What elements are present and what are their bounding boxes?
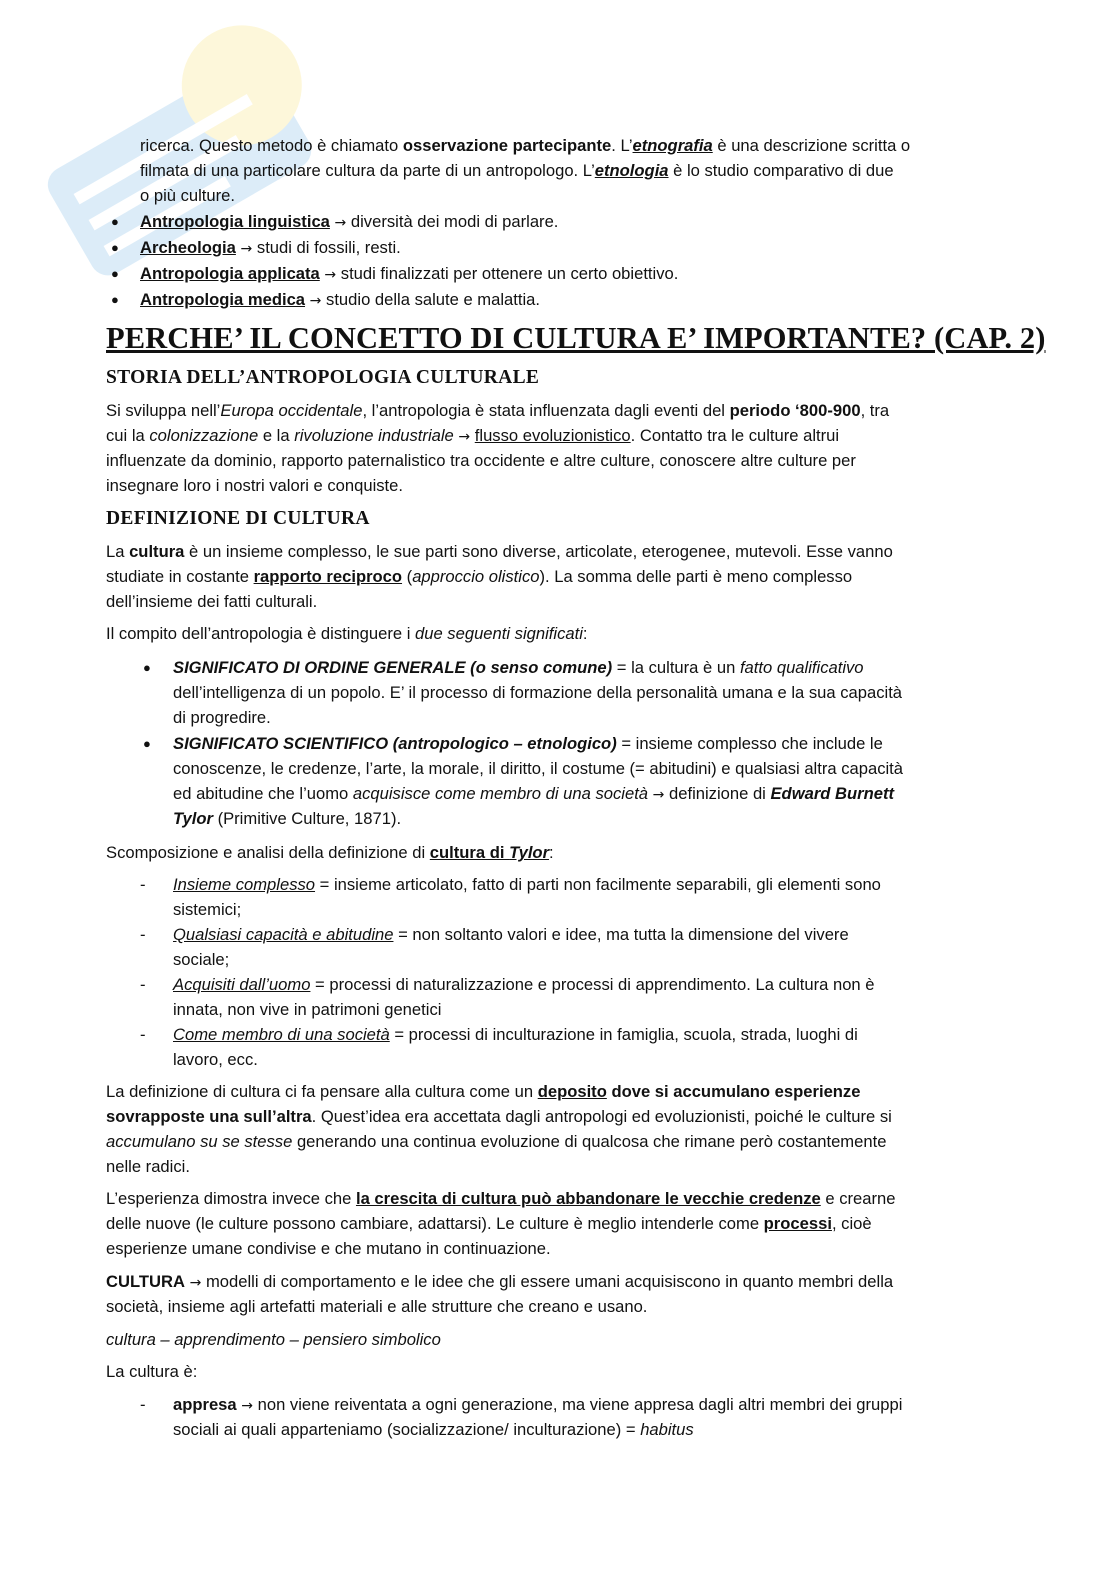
bullet-icon: ●	[111, 240, 119, 255]
scomposizione-line: Scomposizione e analisi della definizione di cultura di Tylor:	[106, 843, 554, 862]
bullet-icon: ●	[111, 214, 119, 229]
storia-line-2: cui la colonizzazione e la rivoluzione industriale → flusso evoluzionistico. Contatto tra le culture altrui	[106, 426, 840, 445]
dash-marker: -	[140, 925, 146, 944]
esperienza-line-3: esperienze umane condivise e che mutano in continuazione.	[106, 1239, 551, 1258]
dash-item-line-1: Come membro di una società = processi di inculturazione in famiglia, scuola, strada, luoghi di	[173, 1025, 858, 1044]
dash-item-line-1: Qualsiasi capacità e abitudine = non soltanto valori e idee, ma tutta la dimensione del vivere	[173, 925, 849, 944]
appresa-line-2: sociali ai quali apparteniamo (socializzazione/ inculturazione) = habitus	[173, 1420, 694, 1439]
def-p1-line-3: dell’insieme dei fatti culturali.	[106, 592, 318, 611]
storia-line-3: influenzate da dominio, rapporto paternalistico tra occidente e altre culture, conoscere altre culture per	[106, 451, 856, 470]
deposito-line-1: La definizione di cultura ci fa pensare alla cultura come un deposito dove si accumulano esperienze	[106, 1082, 861, 1101]
def-p1-line-2: studiate in costante rapporto reciproco (approccio olistico). La somma delle parti è meno complesso	[106, 567, 853, 586]
dash-item-line-2: innata, non vive in patrimoni genetici	[173, 1000, 442, 1019]
storia-line-4: insegnare loro i nostri valori e conquiste.	[106, 476, 404, 495]
deposito-line-2: sovrapposte una sull’altra. Quest’idea era accettata dagli antropologi ed evoluzionisti, poiché le culture si	[106, 1107, 892, 1126]
storia-line-1: Si sviluppa nell’Europa occidentale, l’antropologia è stata influenzata dagli eventi del periodo ‘800-900, tra	[106, 401, 890, 420]
appresa-line-1: appresa → non viene reiventata a ogni generazione, ma viene appresa dagli altri membri dei gruppi	[173, 1395, 903, 1414]
cultura-def-line-2: società, insieme agli artefatti materiali e alle strutture che creano e usano.	[106, 1297, 648, 1316]
bullet-icon: ●	[143, 736, 151, 751]
esperienza-line-2: delle nuove (le culture possono cambiare, adattarsi). Le culture è meglio intenderle come processi, cioè	[106, 1214, 872, 1233]
sig2-line-3: ed abitudine che l’uomo acquisisce come membro di una società → definizione di Edward Burnett	[173, 784, 895, 803]
dash-marker: -	[140, 1395, 146, 1414]
esperienza-line-1: L’esperienza dimostra invece che la crescita di cultura può abbandonare le vecchie credenze e crearne	[106, 1189, 896, 1208]
bullet-icon: ●	[111, 292, 119, 307]
section-heading-storia: STORIA DELL’ANTROPOLOGIA CULTURALE	[106, 367, 540, 388]
bullet-icon: ●	[143, 660, 151, 675]
intro-line-1: ricerca. Questo metodo è chiamato osservazione partecipante. L’etnografia è una descrizione scritta o	[140, 136, 911, 155]
dash-marker: -	[140, 1025, 146, 1044]
dash-item-line-2: sistemici;	[173, 900, 242, 919]
sig1-line-1: SIGNIFICATO DI ORDINE GENERALE (o senso comune) = la cultura è un fatto qualificativo	[173, 658, 864, 677]
main-heading: PERCHE’ IL CONCETTO DI CULTURA E’ IMPORTANTE? (CAP. 2)	[106, 321, 1046, 355]
dash-item-line-1: Acquisiti dall’uomo = processi di naturalizzazione e processi di apprendimento. La cultura non è	[173, 975, 875, 994]
la-cultura-line: La cultura è:	[106, 1362, 198, 1381]
dash-marker: -	[140, 975, 146, 994]
dash-item-line-2: lavoro, ecc.	[173, 1050, 258, 1069]
triad-line: cultura – apprendimento – pensiero simbolico	[106, 1330, 441, 1349]
dash-item-line-2: sociale;	[173, 950, 230, 969]
intro-line-3: o più culture.	[140, 186, 236, 205]
deposito-line-4: nelle radici.	[106, 1157, 190, 1176]
branch-item: Antropologia applicata → studi finalizzati per ottenere un certo obiettivo.	[140, 264, 679, 283]
dash-item-line-1: Insieme complesso = insieme articolato, fatto di parti non facilmente separabili, gli elementi sono	[173, 875, 881, 894]
bullet-icon: ●	[111, 266, 119, 281]
def-p1-line-1: La cultura è un insieme complesso, le sue parti sono diverse, articolate, eterogenee, mutevoli. Esse vanno	[106, 542, 893, 561]
intro-line-2: filmata di una particolare cultura da parte di un antropologo. L’etnologia è lo studio comparativo di due	[140, 161, 894, 180]
sig1-line-3: di progredire.	[173, 708, 271, 727]
branch-item: Antropologia linguistica → diversità dei modi di parlare.	[140, 212, 559, 231]
deposito-line-3: accumulano su se stesse generando una continua evoluzione di qualcosa che rimane però costantemente	[106, 1132, 887, 1151]
section-heading-definizione: DEFINIZIONE DI CULTURA	[106, 508, 370, 529]
sig2-line-4: Tylor (Primitive Culture, 1871).	[173, 809, 402, 828]
cultura-def-line-1: CULTURA → modelli di comportamento e le idee che gli essere umani acquisiscono in quanto membri della	[106, 1272, 894, 1291]
sig1-line-2: dell’intelligenza di un popolo. E’ il processo di formazione della personalità umana e la sua capacità	[173, 683, 903, 702]
def-p2: Il compito dell’antropologia è distinguere i due seguenti significati:	[106, 624, 588, 643]
branch-item: Antropologia medica → studio della salute e malattia.	[140, 290, 541, 309]
sig2-line-1: SIGNIFICATO SCIENTIFICO (antropologico – etnologico) = insieme complesso che include le	[173, 734, 883, 753]
sig2-line-2: conoscenze, le credenze, l’arte, la morale, il diritto, il costume (= abitudini) e qualsiasi altra capacità	[173, 759, 904, 778]
dash-marker: -	[140, 875, 146, 894]
branch-item: Archeologia → studi di fossili, resti.	[140, 238, 401, 257]
